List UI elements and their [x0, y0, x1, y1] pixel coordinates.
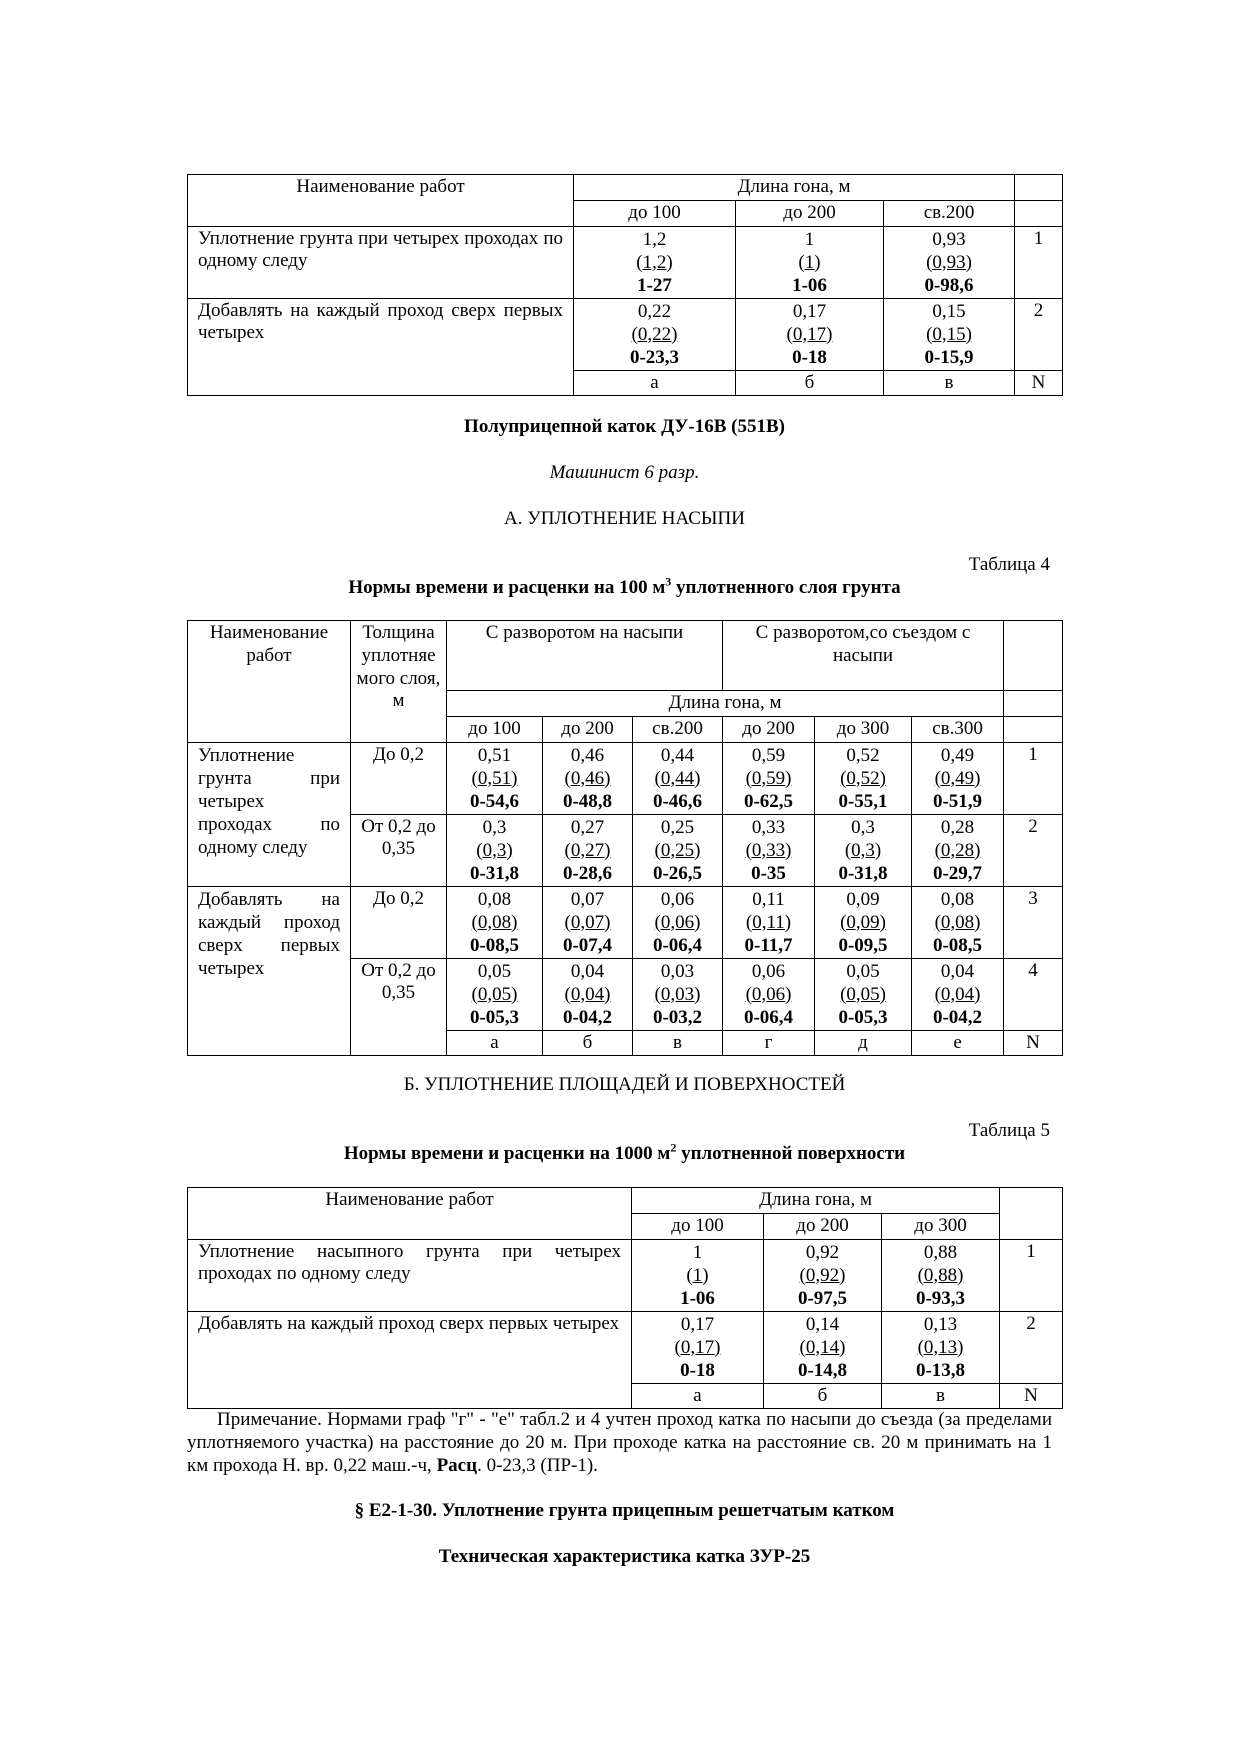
value-cell: 0,06 (0,06) 0-06,4	[633, 886, 723, 958]
letters-row	[188, 370, 1063, 396]
col-header: до 100	[447, 716, 543, 742]
header-length: Длина гона, м	[447, 691, 1004, 717]
heading-driver: Машинист 6 разр.	[549, 462, 700, 483]
column-letter: б	[736, 370, 884, 396]
table-row	[188, 1239, 1063, 1311]
column-letter: а	[447, 1030, 543, 1056]
row-number: 3	[1004, 886, 1063, 958]
value-cell: 1 (1) 1-06	[736, 226, 884, 298]
table-4	[187, 620, 1063, 1056]
value-cell: 0,09 (0,09) 0-09,5	[815, 886, 912, 958]
col-header: до 100	[632, 1213, 764, 1239]
section-a-heading: А. УПЛОТНЕНИЕ НАСЫПИ	[504, 508, 745, 529]
column-letter: в	[882, 1383, 1000, 1409]
thickness-cell: От 0,2 до 0,35	[351, 814, 447, 886]
value-cell: 0,27 (0,27) 0-28,6	[543, 814, 633, 886]
value-cell: 1 (1) 1-06	[632, 1239, 764, 1311]
header-group-2: С разворотом,со съездом с насыпи	[723, 621, 1004, 691]
col-header: св.300	[912, 716, 1004, 742]
thickness-cell: До 0,2	[351, 742, 447, 814]
table-row	[188, 886, 1063, 958]
value-cell: 0,3 (0,3) 0-31,8	[815, 814, 912, 886]
value-cell: 0,33 (0,33) 0-35	[723, 814, 815, 886]
letters-row	[188, 1383, 1063, 1409]
paragraph-heading: § Е2-1-30. Уплотнение грунта прицепным решетчатым катком	[354, 1500, 895, 1521]
value-cell: 0,28 (0,28) 0-29,7	[912, 814, 1004, 886]
value-cell: 0,15 (0,15) 0-15,9	[884, 298, 1015, 370]
table-row	[188, 1311, 1063, 1383]
value-cell: 0,52 (0,52) 0-55,1	[815, 742, 912, 814]
row-number: 1	[1000, 1239, 1063, 1311]
col-header: до 200	[764, 1213, 882, 1239]
column-letter: в	[633, 1030, 723, 1056]
col-header: св.200	[633, 716, 723, 742]
row-name: Добавлять на каждый проход сверх первых четырех	[188, 1311, 632, 1383]
value-cell: 0,22 (0,22) 0-23,3	[574, 298, 736, 370]
value-cell: 0,59 (0,59) 0-62,5	[723, 742, 815, 814]
value-cell: 0,49 (0,49) 0-51,9	[912, 742, 1004, 814]
value-cell: 0,05 (0,05) 0-05,3	[447, 958, 543, 1030]
column-letter: г	[723, 1030, 815, 1056]
table-1	[187, 174, 1063, 396]
value-cell: 0,08 (0,08) 0-08,5	[912, 886, 1004, 958]
thickness-cell: До 0,2	[351, 886, 447, 958]
column-letter: N	[1015, 370, 1063, 396]
table-row	[188, 742, 1063, 814]
table-4-title: Нормы времени и расценки на 100 $м^3$ уплотненного слоя грунта	[348, 574, 901, 598]
row-name: Уплотнение грунта при четырех проходах по одному следу	[188, 226, 574, 298]
value-cell: 0,05 (0,05) 0-05,3	[815, 958, 912, 1030]
note-paragraph: Примечание. Нормами граф "г" - "е" табл.2 и 4 учтен проход катка по насыпи до съезда (за пределами уплотняемого участка) на расстояние до 20 м. При проходе катка на расстояние св. 20 м принимать на 1 км прохода Н. вр. 0,22 маш.-ч, Расц. 0-23,3 (ПР-1).	[187, 1409, 1052, 1476]
column-letter: а	[574, 370, 736, 396]
value-cell: 0,51 (0,51) 0-54,6	[447, 742, 543, 814]
col-header: до 200	[736, 200, 884, 226]
header-length: Длина гона, м	[574, 175, 1015, 201]
row-number: 2	[1000, 1311, 1063, 1383]
row-group-name: Добавлять на каждый проход сверх первых четырех	[188, 886, 351, 1056]
value-cell: 0,08 (0,08) 0-08,5	[447, 886, 543, 958]
section-b-heading: Б. УПЛОТНЕНИЕ ПЛОЩАДЕЙ И ПОВЕРХНОСТЕЙ	[403, 1074, 846, 1095]
header-length: Длина гона, м	[632, 1188, 1000, 1214]
thickness-cell: От 0,2 до 0,35	[351, 958, 447, 1056]
header-name: Наименование работ	[188, 621, 351, 743]
table-5	[187, 1187, 1063, 1409]
heading-machine: Полуприцепной каток ДУ-16В (551В)	[464, 416, 785, 437]
column-letter: д	[815, 1030, 912, 1056]
table-5-title: Нормы времени и расценки на 1000 $м^2$ уплотненной поверхности	[343, 1140, 906, 1164]
value-cell: 0,03 (0,03) 0-03,2	[633, 958, 723, 1030]
table-row	[188, 226, 1063, 298]
value-cell: 0,44 (0,44) 0-46,6	[633, 742, 723, 814]
row-name: Уплотнение насыпного грунта при четырех проходах по одному следу	[188, 1239, 632, 1311]
column-letter: в	[884, 370, 1015, 396]
row-number: 2	[1015, 298, 1063, 370]
column-letter: а	[632, 1383, 764, 1409]
column-letter: е	[912, 1030, 1004, 1056]
col-header: до 300	[882, 1213, 1000, 1239]
value-cell: 0,3 (0,3) 0-31,8	[447, 814, 543, 886]
value-cell: 0,14 (0,14) 0-14,8	[764, 1311, 882, 1383]
column-letter: б	[543, 1030, 633, 1056]
value-cell: 0,93 (0,93) 0-98,6	[884, 226, 1015, 298]
header-name: Наименование работ	[188, 1188, 632, 1240]
value-cell: 0,06 (0,06) 0-06,4	[723, 958, 815, 1030]
value-cell: 0,13 (0,13) 0-13,8	[882, 1311, 1000, 1383]
col-header: св.200	[884, 200, 1015, 226]
tech-heading: Техническая характеристика катка ЗУР-25	[438, 1546, 811, 1567]
col-header: до 100	[574, 200, 736, 226]
value-cell: 0,04 (0,04) 0-04,2	[543, 958, 633, 1030]
row-number: 4	[1004, 958, 1063, 1030]
table-row	[188, 298, 1063, 370]
column-letter: N	[1000, 1383, 1063, 1409]
header-name: Наименование работ	[188, 175, 574, 227]
row-number: 2	[1004, 814, 1063, 886]
header-group-1: С разворотом на насыпи	[447, 621, 723, 691]
col-header: до 200	[543, 716, 633, 742]
row-number: 1	[1004, 742, 1063, 814]
table-4-label: Таблица 4	[968, 554, 1050, 575]
value-cell: 0,25 (0,25) 0-26,5	[633, 814, 723, 886]
value-cell: 0,46 (0,46) 0-48,8	[543, 742, 633, 814]
value-cell: 1,2 (1,2) 1-27	[574, 226, 736, 298]
value-cell: 0,11 (0,11) 0-11,7	[723, 886, 815, 958]
row-group-name: Уплотнение грунта при четырех проходах по одному следу	[188, 742, 351, 886]
value-cell: 0,07 (0,07) 0-07,4	[543, 886, 633, 958]
value-cell: 0,88 (0,88) 0-93,3	[882, 1239, 1000, 1311]
value-cell: 0,17 (0,17) 0-18	[736, 298, 884, 370]
col-header: до 300	[815, 716, 912, 742]
value-cell: 0,17 (0,17) 0-18	[632, 1311, 764, 1383]
value-cell: 0,04 (0,04) 0-04,2	[912, 958, 1004, 1030]
row-number: 1	[1015, 226, 1063, 298]
header-thickness: Толщина уплотняе мого слоя, м	[351, 621, 447, 743]
col-header: до 200	[723, 716, 815, 742]
column-letter: б	[764, 1383, 882, 1409]
table-5-label: Таблица 5	[968, 1120, 1050, 1141]
column-letter: N	[1004, 1030, 1063, 1056]
value-cell: 0,92 (0,92) 0-97,5	[764, 1239, 882, 1311]
row-name: Добавлять на каждый проход сверх первых четырех	[188, 298, 574, 370]
